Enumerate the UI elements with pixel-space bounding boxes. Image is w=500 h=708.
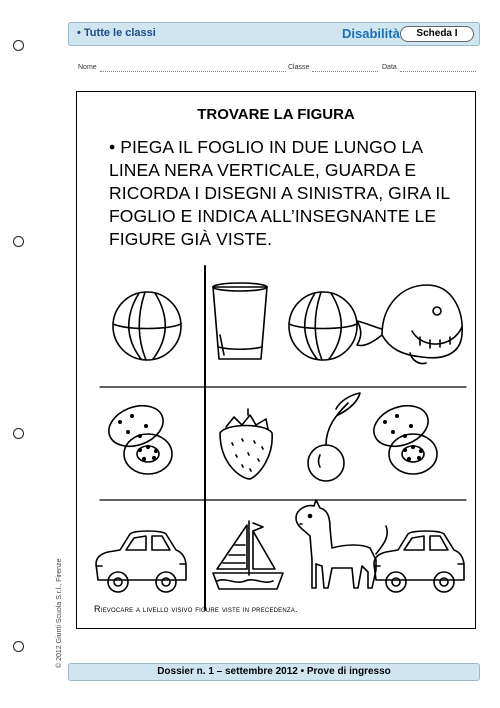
cherry-icon [308,393,360,481]
whale-icon [357,285,462,364]
kiwi-icon [103,399,172,474]
exercise-caption: Rievocare a livello visivo figure viste in precedenza. [94,604,298,614]
exercise-title: TROVARE LA FIGURA [197,106,355,123]
copyright-text: © 2012 Giunti Scuola S.r.l., Firenze [56,558,63,668]
name-label: Nome [78,64,97,71]
class-label: Classe [288,64,310,71]
kiwi-icon [368,399,437,474]
car-icon [374,531,464,592]
header-category: Disabilità [342,26,400,41]
ball-icon [289,292,357,360]
exercise-instruction: • PIEGA IL FOGLIO IN DUE LUNGO LA LINEA NERA VERTICALE, GUARDA E RICORDA I DISEGNI A SINISTRA, GIRA IL FOGLIO E INDICA ALL’INSEGNANTE LE FIGURE GIÀ VISTE. [109,137,450,249]
strawberry-icon [220,409,272,479]
ball-icon [113,292,181,360]
copyright-notice [56,560,66,670]
date-label: Data [382,64,397,71]
header-scheda-badge: Scheda I [400,26,474,42]
header-audience: • Tutte le classi [77,27,156,39]
footer-bar: Dossier n. 1 – settembre 2012 • Prove di ingresso [68,663,480,681]
sailboat-icon [213,521,283,589]
glass-icon [213,283,267,359]
car-icon [96,531,186,592]
horse-icon [296,500,387,588]
